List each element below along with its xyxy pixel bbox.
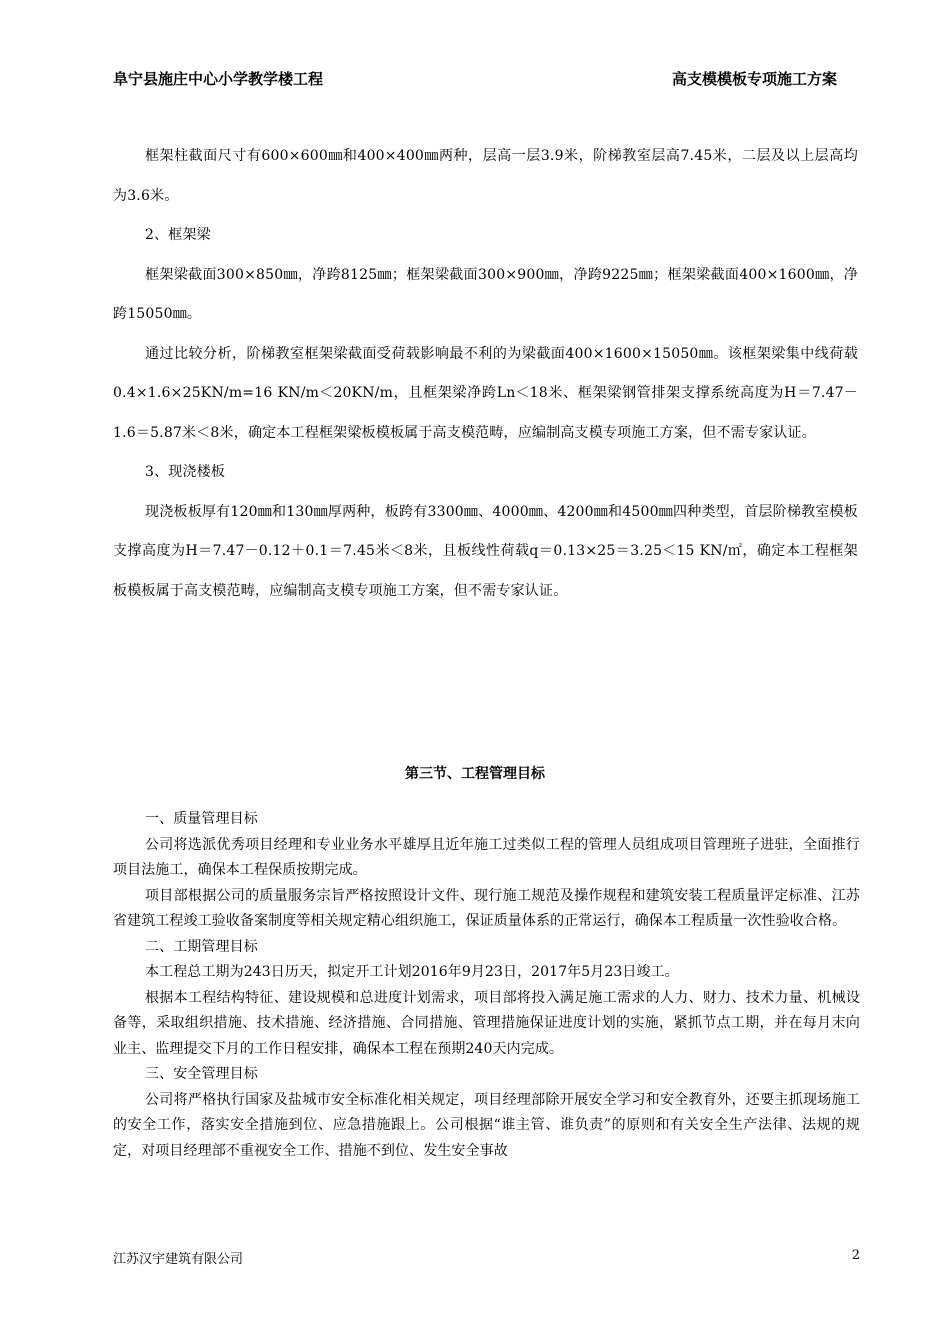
paragraph: 公司将选派优秀项目经理和专业业务水平雄厚且近年施工过类似工程的管理人员组成项目管理班子进驻，全面推行项目法施工，确保本工程保质按期完成。: [113, 836, 860, 878]
subheading-quality: 一、质量管理目标: [145, 811, 258, 827]
paragraph: 框架梁截面300×850㎜，净跨8125㎜；框架梁截面300×900㎜，净跨9225㎜；框架梁截面400×1600㎜，净跨15050㎜。: [113, 266, 858, 322]
header-document-title: 高支模模板专项施工方案: [671, 70, 837, 88]
paragraph: 现浇板板厚有120㎜和130㎜厚两种，板跨有3300㎜、4000㎜、4200㎜和4500㎜四种类型，首层阶梯教室模板支撑高度为H＝7.47－0.12＋0.1＝7.45米＜8米，且板线性荷载q＝0.13×25＝3.25＜15 KN/㎡，确定本工程框架板模板属于高支模范畴，应编制高支模专项施工方案，但不需专家认证。: [113, 503, 858, 599]
subheading-cast-slab: 3、现浇楼板: [145, 464, 226, 480]
section-title: 第三节、工程管理目标: [405, 766, 545, 782]
page-header: [113, 68, 837, 92]
paragraph: 根据本工程结构特征、建设规模和总进度计划需求，项目部将投入满足施工需求的人力、财力、技术力量、机械设备等，采取组织措施、技术措施、经济措施、合同措施、管理措施保证进度计划的实施，紧抓节点工期，并在每月末向业主、监理提交下月的工作日程安排，确保本工程在预期240天内完成。: [113, 989, 860, 1057]
footer-company: 江苏汉宇建筑有限公司: [113, 1252, 244, 1267]
subheading-frame-beam: 2、框架梁: [145, 227, 211, 243]
paragraph: 通过比较分析，阶梯教室框架梁截面受荷载影响最不利的为梁截面400×1600×15050㎜。该框架梁集中线荷载0.4×1.6×25KN/m=16 KN/m＜20KN/m，且框架梁净跨Ln＜18米、框架梁钢管排架支撑系统高度为H＝7.47－1.6＝5.87米＜8米，确定本工程框架梁板模板属于高支模范畴，应编制高支模专项施工方案，但不需专家认证。: [113, 345, 858, 441]
subheading-safety: 三、安全管理目标: [145, 1066, 258, 1082]
header-project-title: 阜宁县施庄中心小学教学楼工程: [113, 70, 324, 88]
paragraph: 项目部根据公司的质量服务宗旨严格按照设计文件、现行施工规范及操作规程和建筑安装工程质量评定标准、江苏省建筑工程竣工验收备案制度等相关规定精心组织施工，保证质量体系的正常运行，确保本工程质量一次性验收合格。: [113, 887, 860, 929]
page-number: 2: [851, 1248, 860, 1263]
paragraph: 本工程总工期为243日历天，拟定开工计划2016年9月23日，2017年5月23日竣工。: [145, 964, 679, 980]
lower-body-text: [113, 807, 860, 1164]
subheading-schedule: 二、工期管理目标: [145, 938, 258, 955]
upper-body-text: [113, 137, 858, 611]
paragraph: 公司将严格执行国家及盐城市安全标准化相关规定，项目经理部除开展安全学习和安全教育外，还要主抓现场施工的安全工作，落实安全措施到位、应急措施跟上。公司根据“谁主管、谁负责”的原则和有关安全生产法律、法规的规定，对项目经理部不重视安全工作、措施不到位、发生安全事故: [113, 1091, 860, 1159]
paragraph: 框架柱截面尺寸有600×600㎜和400×400㎜两种，层高一层3.9米，阶梯教室层高7.45米，二层及以上层高均为3.6米。: [113, 148, 858, 204]
